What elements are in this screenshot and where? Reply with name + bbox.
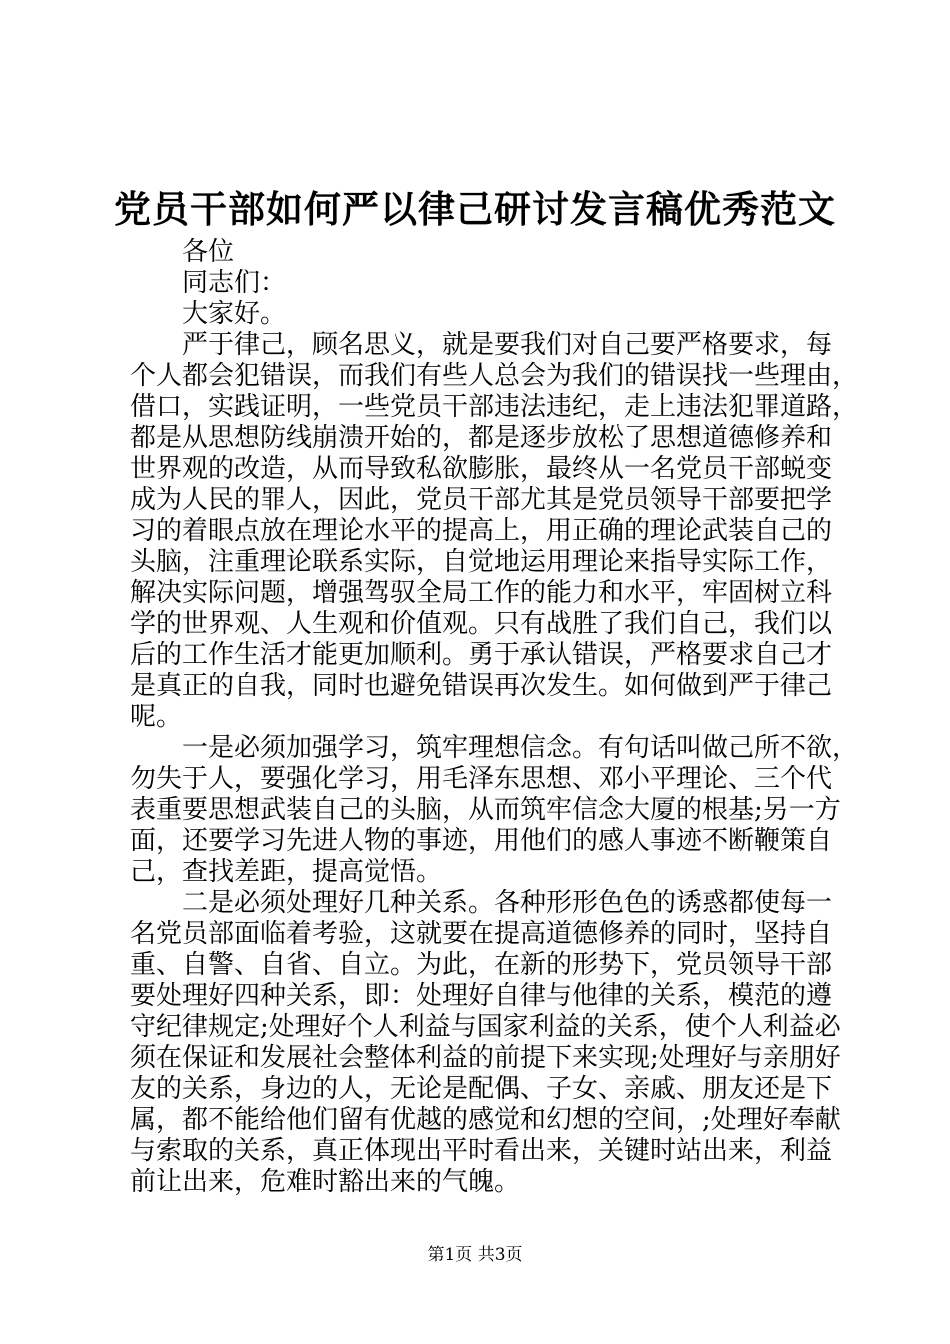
body-text-line: 都是从思想防线崩溃开始的，都是逐步放松了思想道德修养和	[130, 423, 833, 453]
document-body	[130, 237, 859, 1198]
body-text-line: 是真正的自我，同时也避免错误再次发生。如何做到严于律己	[130, 671, 833, 701]
body-text-line: 世界观的改造，从而导致私欲膨胀，最终从一名党员干部蜕变	[130, 454, 833, 484]
body-text-line: 与索取的关系，真正体现出平时看出来，关键时站出来，利益	[130, 1136, 833, 1166]
body-text-line: 学的世界观、人生观和价值观。只有战胜了我们自己，我们以	[130, 609, 833, 639]
body-text-line: 头脑，注重理论联系实际，自觉地运用理论来指导实际工作，	[130, 547, 833, 577]
body-text-line: 成为人民的罪人，因此，党员干部尤其是党员领导干部要把学	[130, 485, 833, 515]
body-text-line: 前让出来，危难时豁出来的气魄。	[130, 1167, 521, 1197]
body-text-line: 解决实际问题，增强驾驭全局工作的能力和水平，牢固树立科	[130, 578, 833, 608]
body-text-line: 一是必须加强学习，筑牢理想信念。有句话叫做己所不欲，	[182, 733, 859, 763]
body-text-line: 友的关系，身边的人，无论是配偶、子女、亲戚、朋友还是下	[130, 1074, 833, 1104]
body-text-line: 后的工作生活才能更加顺利。勇于承认错误，严格要求自己才	[130, 640, 833, 670]
body-text-line: 表重要思想武装自己的头脑，从而筑牢信念大厦的根基;另一方	[130, 795, 841, 825]
body-text-line: 守纪律规定;处理好个人利益与国家利益的关系，使个人利益必	[130, 1012, 841, 1042]
body-text-line: 勿失于人，要强化学习，用毛泽东思想、邓小平理论、三个代	[130, 764, 833, 794]
body-text-line: 借口，实践证明，一些党员干部违法违纪，走上违法犯罪道路，	[130, 392, 859, 422]
body-text-line: 大家好。	[182, 299, 287, 329]
body-text-line: 习的着眼点放在理论水平的提高上，用正确的理论武装自己的	[130, 516, 833, 546]
body-text-line: 严于律己，顾名思义，就是要我们对自己要严格要求，每	[182, 330, 833, 360]
document-title: 党员干部如何严以律己研讨发言稿优秀范文	[114, 187, 836, 231]
body-text-line: 二是必须处理好几种关系。各种形形色色的诱惑都使每一	[182, 888, 833, 918]
page-footer: 第1页 共3页	[427, 1245, 523, 1265]
body-text-line: 要处理好四种关系，即：处理好自律与他律的关系，模范的遵	[130, 981, 833, 1011]
body-text-line: 重、自警、自省、自立。为此，在新的形势下，党员领导干部	[130, 950, 833, 980]
body-text-line: 须在保证和发展社会整体利益的前提下来实现;处理好与亲朋好	[130, 1043, 841, 1073]
body-text-line: 同志们：	[182, 268, 287, 298]
body-text-line: 名党员部面临着考验，这就要在提高道德修养的同时，坚持自	[130, 919, 833, 949]
body-text-line: 属，都不能给他们留有优越的感觉和幻想的空间，;处理好奉献	[130, 1105, 841, 1135]
body-text-line: 面，还要学习先进人物的事迹，用他们的感人事迹不断鞭策自	[130, 826, 833, 856]
body-text-line: 个人都会犯错误，而我们有些人总会为我们的错误找一些理由，	[130, 361, 859, 391]
body-text-line: 己，查找差距，提高觉悟。	[130, 857, 443, 887]
body-text-line: 各位	[182, 237, 235, 267]
body-text-line: 呢。	[130, 702, 183, 732]
